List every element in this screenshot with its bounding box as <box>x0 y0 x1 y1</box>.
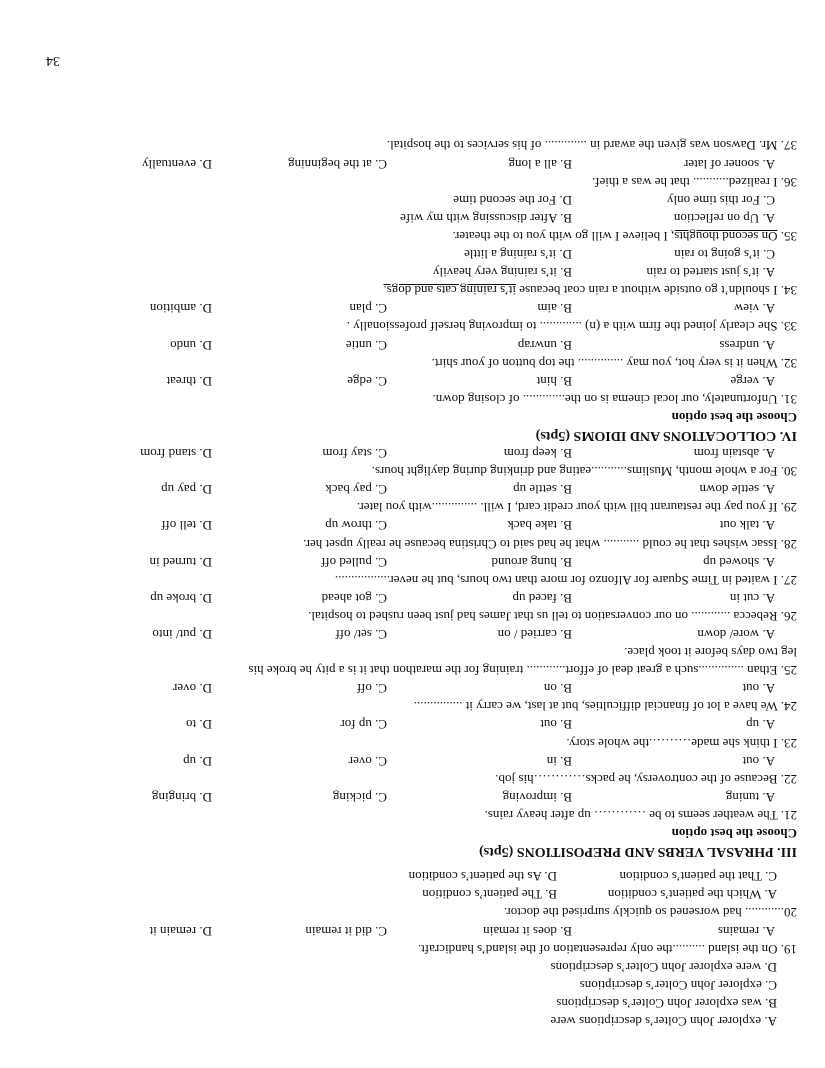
q27-option-a: A. showed up <box>703 554 775 570</box>
q35-option-b: B. After discussing with my wife <box>400 210 572 226</box>
q28-option-c: C. throw up <box>325 518 387 534</box>
q21-option-d: D. bringing <box>152 789 212 805</box>
q22-option-a: A. out <box>742 753 775 769</box>
q36-option-c: C. at the beginning <box>288 156 387 172</box>
q29-stem: 29. If you pay the restaurant bill with your credit card, I will. ..............with you later. <box>356 500 797 516</box>
q23-option-b: B. out <box>540 717 572 733</box>
q33-option-c: C. plan <box>349 301 387 317</box>
q31-option-b: B. hint <box>536 373 572 389</box>
q20-option-b: B. The patient’s condition <box>422 887 557 903</box>
q34-options-row1 <box>37 263 797 281</box>
q31-option-a: A. verge <box>730 373 775 389</box>
q36-option-b: B. all a long <box>508 156 572 172</box>
q21-stem: 21. The weather seems to be ………… up after heavy rains. <box>484 807 797 823</box>
q32-option-b: B. unwrap <box>517 337 572 353</box>
q31-stem: 31. Unfortunately, our local cinema is on the............. of closing down. <box>432 391 797 407</box>
q30-options <box>37 444 797 462</box>
q23-option-a: A. up <box>746 717 775 733</box>
q31-option-c: C. edge <box>347 373 387 389</box>
q32-option-c: C. untie <box>345 337 387 353</box>
q29-option-a: A. settle down <box>699 482 775 498</box>
q27-option-b: B. hung around <box>491 554 572 570</box>
q25-option-d: D. put/ into <box>152 627 212 643</box>
q35-option-d: D. For the second time <box>453 192 572 208</box>
q30-option-c: C. stay from <box>322 446 387 462</box>
q30-option-a: A. abstain from <box>693 446 775 462</box>
q21-option-c: C. picking <box>332 789 387 805</box>
q29-options <box>37 480 797 498</box>
q34-stem <box>37 281 797 299</box>
q18-option-c: C. explorer John Colter’s descriptions <box>579 977 777 993</box>
q36-option-a: A. sooner of later <box>684 156 775 172</box>
q37-stem: 37. Mr. Dawson was given the award in ............. of his services to the hospital. <box>386 138 797 154</box>
q23-options <box>37 715 797 733</box>
q24-option-b: B. on <box>543 681 572 697</box>
q20-options-row1 <box>37 885 797 903</box>
q36-options <box>37 155 797 173</box>
section-4-title: IV. COLLOCATIONS AND IDIOMS (5pts) <box>535 428 797 443</box>
q25-stem: 25. Ethan ..............such a great deal of effort............ training for the marathon that it is a pity he broke his <box>248 663 797 679</box>
q34-option-a: A. it’s just started to rain <box>646 265 775 281</box>
q19-option-c: C. did it remain <box>305 923 387 939</box>
q26-options <box>37 589 797 607</box>
q35-options-row1 <box>37 209 797 227</box>
q26-option-b: B. faced up <box>512 590 572 606</box>
q22-stem: 22. Because of the controversy, he packs…………his job. <box>495 771 797 787</box>
q26-option-a: A. cut in <box>729 590 775 606</box>
q35-stem-text: I believe I will go with you to the theater. <box>452 228 671 244</box>
q34-stem-text: 34. I shouldn’t go outside without a rain coat because <box>515 283 797 299</box>
q34-option-b: B. it’s raining very heavily <box>432 265 572 281</box>
q32-options <box>37 335 797 353</box>
q21-option-a: A. tuning <box>725 789 775 805</box>
q24-options <box>37 679 797 697</box>
q23-stem: 23. I think she made……….the whole story. <box>566 735 797 751</box>
q25-option-c: C. set/ off <box>335 627 387 643</box>
q33-option-b: B. aim <box>537 301 572 317</box>
q33-option-a: A. view <box>733 301 775 317</box>
page-content <box>37 136 797 1030</box>
q36-option-d: D. eventually <box>141 156 212 172</box>
q18-option-a: A. explorer John Colter’s descriptions were <box>550 1014 777 1029</box>
q33-stem: 33. She clearly joined the firm with a (n) ............. to improving herself professionally . <box>346 319 797 335</box>
q19-option-b: B. does it remain <box>483 923 572 939</box>
q34-option-d: D. it’s raining a little <box>464 247 572 263</box>
q27-option-c: C. pulled off <box>321 554 387 570</box>
q24-option-d: D. over <box>173 681 212 697</box>
q20-option-d: D. As the patient’s condition <box>408 869 557 885</box>
q20-option-a: A. Which the patient’s condition <box>607 887 777 903</box>
q25-option-b: B. carried / on <box>497 627 572 643</box>
q33-option-d: D. ambition <box>149 301 212 317</box>
q19-stem: 19. On the island ..........the only representation of the island’s handicraft. <box>417 941 797 957</box>
page-number: 34 <box>46 53 60 68</box>
q21-options <box>37 788 797 806</box>
q26-stem: 26. Rebecca ............ on our conversation to tell us that James had just been rushed to hospital. <box>308 608 797 624</box>
q18-option-b: B. was explorer John Colter’s descriptions <box>556 995 777 1011</box>
q25-stem-continued: leg two days before it took place. <box>624 645 797 661</box>
q24-stem: 24. We have a lot of financial difficulties, but at last, we carry it ............... <box>413 699 797 715</box>
q22-option-b: B. in <box>546 753 572 769</box>
q35-stem <box>37 227 797 245</box>
q20-stem: 20............ had worsened so quickly surprised the doctor. <box>503 905 797 921</box>
q35-options-row2 <box>37 191 797 209</box>
q26-option-d: D. broke up <box>150 590 212 606</box>
q24-option-a: A. out <box>742 681 775 697</box>
q20-option-c: C. That the patient’s condition <box>619 869 777 885</box>
q28-options <box>37 516 797 534</box>
q26-option-c: C. got ahead <box>321 590 387 606</box>
q35-option-a: A. Up on reflection <box>673 210 775 226</box>
q30-option-d: D. stand from <box>140 446 212 462</box>
q32-option-d: D. undo <box>170 337 212 353</box>
q22-option-c: C. over <box>348 753 387 769</box>
q30-stem: 30. For a whole month, Muslims...........eating and drinking during daylight hours. <box>371 464 797 480</box>
q31-options <box>37 372 797 390</box>
q28-option-d: D. tell off <box>161 518 212 534</box>
q32-stem: 32. When it is very hot, you may .............. the top button of your shirt. <box>431 355 797 371</box>
q23-option-c: C. up for <box>340 717 387 733</box>
q29-option-b: B. settle up <box>513 482 572 498</box>
q19-option-a: A. remains <box>717 923 775 939</box>
q32-option-a: A. undress <box>719 337 775 353</box>
q23-option-d: D. to <box>186 717 212 733</box>
q28-option-a: A. talk out <box>719 518 775 534</box>
q21-option-b: B. improving <box>502 789 572 805</box>
q25-options <box>37 625 797 643</box>
q19-options <box>37 921 797 939</box>
q24-option-c: C. off <box>356 681 387 697</box>
q25-option-a: A. wore/ down <box>697 627 775 643</box>
q20-options-row2 <box>37 867 797 885</box>
q31-option-d: D. threat <box>166 373 212 389</box>
q27-option-d: D. turned in <box>149 554 212 570</box>
q29-option-c: C. pay back <box>325 482 387 498</box>
q35-option-c: C. For this time only <box>667 192 775 208</box>
q22-options <box>37 752 797 770</box>
q34-options-row2 <box>37 245 797 263</box>
q28-option-b: B. take back <box>507 518 572 534</box>
q29-option-d: D. pay up <box>161 482 212 498</box>
q27-options <box>37 553 797 571</box>
q30-option-b: B. keep from <box>503 446 572 462</box>
q35-number: 35. <box>777 228 797 244</box>
section-3-title: III. PHRASAL VERBS AND PREPOSITIONS (5pts) <box>479 844 797 860</box>
q28-stem: 28. Issac wishes that he could ........... what he had said to Christina because he really upset her. <box>303 536 797 552</box>
section-4-subtitle: Choose the best option <box>671 409 797 425</box>
q18-option-d: D. were explorer John Colter’s descriptions <box>550 959 777 975</box>
q27-stem: 27. I waited in Time Square for Alfonzo for more than two hours, but he never................. <box>334 572 797 588</box>
q34-underlined-phrase: it’s raining cats and dogs. <box>383 283 516 299</box>
q35-underlined-phrase: On second thoughts, <box>670 228 778 244</box>
q22-option-d: D. up <box>183 753 212 769</box>
q36-stem: 36. I realized........... that he was a thief. <box>591 174 797 190</box>
q34-option-c: C. it’s going to rain <box>674 247 775 263</box>
q19-option-d: D. remain it <box>149 923 212 939</box>
section-3-subtitle: Choose the best option <box>671 826 797 842</box>
q33-options <box>37 299 797 317</box>
